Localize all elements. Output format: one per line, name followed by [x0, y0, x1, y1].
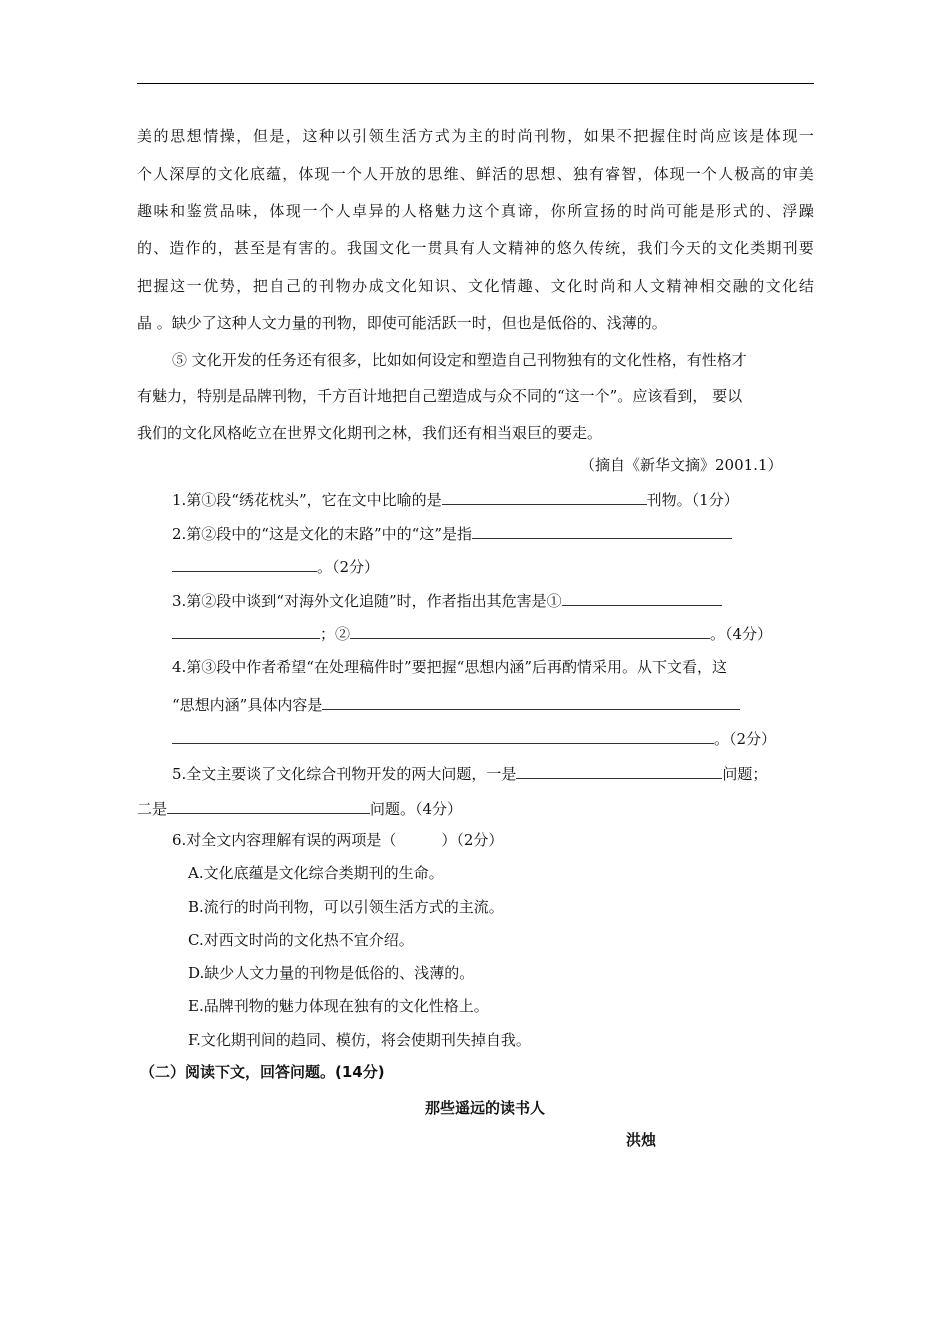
question-4-cont: 。（2分） [172, 727, 776, 749]
question-3-cont: ；② 。（4分） [172, 622, 772, 644]
question-6: 6.对全文内容理解有误的两项是（ ）（2分） [172, 831, 504, 849]
answer-blank[interactable] [442, 488, 647, 505]
passage-line: 个 人 深 厚 的 文 化 底 蕴 ， 体 现 一 个 人 开 放 的 思 维 、 鲜 活 的 思 想 、 独 有 睿 智 ， 体 现 一 个 人 极 高 的 审 美 [137, 165, 814, 183]
article-title: 那些遥远的读书人 [425, 1099, 546, 1117]
answer-blank[interactable] [350, 622, 710, 639]
passage-line: 晶 。缺少了这种人文力量的刊物，即使可能活跃一时，但也是低俗的、浅薄的。 [137, 314, 667, 332]
option-c: C.对西文时尚的文化热不宜介绍。 [188, 931, 414, 949]
answer-blank[interactable] [516, 762, 722, 779]
question-2-cont: 。（2分） [172, 555, 379, 577]
option-b: B.流行的时尚刊物，可以引领生活方式的主流。 [188, 898, 504, 916]
answer-blank[interactable] [167, 797, 370, 814]
header-rule [137, 83, 814, 84]
passage-line: 的 、 造 作 的 ， 甚 至 是 有 害 的 。 我 国 文 化 一 贯 具 有 人 文 精 神 的 悠 久 传 统 ， 我 们 今 天 的 文 化 类 期 刊 要 [137, 239, 814, 257]
option-e: E.品牌刊物的魅力体现在独有的文化性格上。 [188, 997, 489, 1015]
passage-line: 我们的文化风格屹立在世界文化期刊之林，我们还有相当艰巨的要走。 [137, 424, 603, 442]
passage-line: 有魅力，特别是品牌刊物，千方百计地把自己塑造成与众不同的“这一个”。应该看到， 要以 [137, 387, 743, 405]
answer-blank[interactable] [322, 693, 740, 710]
option-a: A.文化底蕴是文化综合类期刊的生命。 [188, 864, 444, 882]
article-author: 洪烛 [626, 1131, 657, 1149]
option-f: F.文化期刊间的趋同、模仿，将会使期刊失掉自我。 [188, 1031, 531, 1049]
question-5-cont: 二是 问题。（4分） [137, 797, 462, 819]
answer-blank[interactable] [472, 522, 732, 539]
section-heading: （二）阅读下文，回答问题。(14分) [140, 1063, 385, 1081]
question-5: 5.全文主要谈了文化综合刊物开发的两大问题，一是 问题； [172, 762, 767, 784]
question-1: 1.第①段“绣花枕头”，它在文中比喻的是 刊物。（1分） [172, 488, 739, 510]
question-4-cont: “思想内涵”具体内容是 [172, 693, 740, 715]
passage-line: 美 的 思 想 情 操 ， 但 是 ， 这 种 以 引 领 生 活 方 式 为 主 的 时 尚 刊 物 ， 如 果 不 把 握 住 时 尚 应 该 是 体 现 一 [137, 127, 814, 145]
question-4: 4.第③段中作者希望“在处理稿件时”要把握“思想内涵”后再酌情采用。从下文看，这 [172, 658, 727, 676]
question-2: 2.第②段中的“这是文化的末路”中的“这”是指 [172, 522, 732, 544]
answer-blank[interactable] [562, 589, 722, 606]
option-d: D.缺少人文力量的刊物是低俗的、浅薄的。 [188, 964, 475, 982]
passage-line: ⑤ 文化开发的任务还有很多，比如如何设定和塑造自己刊物独有的文化性格，有性格才 [172, 351, 747, 369]
answer-blank[interactable] [172, 622, 320, 639]
answer-blank[interactable] [172, 727, 714, 744]
answer-blank[interactable] [172, 555, 317, 572]
passage-line: 趣 味 和 鉴 赏 品 味 ， 体 现 一 个 人 卓 异 的 人 格 魅 力 这 个 真 谛 ， 你 所 宣 扬 的 时 尚 可 能 是 形 式 的 、 浮 躁 [137, 202, 814, 220]
question-3: 3.第②段中谈到“对海外文化追随”时，作者指出其危害是① [172, 589, 722, 611]
source-citation: （摘自《新华文摘》2001.1） [580, 456, 783, 474]
passage-line: 把 握 这 一 优 势 ， 把 自 己 的 刊 物 办 成 文 化 知 识 、 文 化 情 趣 、 文 化 时 尚 和 人 文 精 神 相 交 融 的 文 化 结 [137, 277, 814, 295]
